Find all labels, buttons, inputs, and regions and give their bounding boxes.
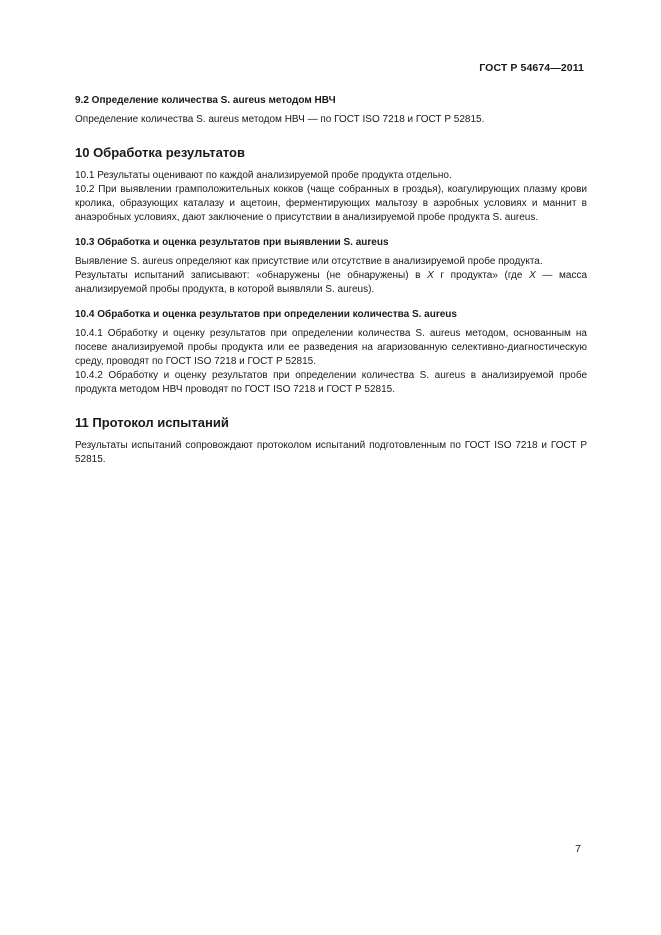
page-content — [75, 95, 587, 467]
heading-9-2: 9.2 Определение количества S. aureus методом НВЧ — [75, 95, 336, 106]
paragraph-10-3-2 — [75, 269, 587, 297]
text-part: — масса анализируемой пробы продукта, в которой выявляли S. aureus). — [75, 270, 588, 295]
text-part: Результаты испытаний записывают: «обнаружены (не обнаружены) в — [75, 270, 428, 281]
paragraph-10-2: 10.2 При выявлении грамположительных кокков (чаще собранных в гроздья), коагулирующих плазму крови кролика, образующих каталазу и ацетоин, ферментирующих мальтозу в аэробных условиях и маннит в анаэробных условиях, дают заключение о присутствии в анализируемой пробе продукта S. aureus. — [75, 184, 587, 223]
paragraph-10-4-2: 10.4.2 Обработку и оценку результатов при определении количества S. aureus в анализируемой пробе продукта методом НВЧ проводят по ГОСТ ISO 7218 и ГОСТ Р 52815. — [75, 370, 587, 395]
variable-x: X — [529, 270, 536, 281]
heading-10: 10 Обработка результатов — [75, 145, 245, 160]
variable-x: X — [427, 270, 434, 281]
paragraph-9-2: Определение количества S. aureus методом НВЧ — по ГОСТ ISO 7218 и ГОСТ Р 52815. — [75, 114, 485, 125]
heading-11: 11 Протокол испытаний — [75, 415, 229, 430]
heading-10-4: 10.4 Обработка и оценка результатов при определении количества S. aureus — [75, 309, 457, 320]
paragraph-10-1: 10.1 Результаты оценивают по каждой анализируемой пробе продукта отдельно. — [75, 170, 452, 181]
heading-10-3: 10.3 Обработка и оценка результатов при выявлении S. aureus — [75, 237, 389, 248]
paragraph-10-3-1: Выявление S. aureus определяют как присутствие или отсутствие в анализируемой пробе продукта. — [75, 256, 543, 267]
text-part: г продукта» (где — [433, 270, 530, 281]
paragraph-10-4-1: 10.4.1 Обработку и оценку результатов при определении количества S. aureus методом, основанным на посеве анализируемой пробы продукта или ее разведения на агаризованную селективно-диагностическую среду, проводят по ГОСТ ISO 7218 и ГОСТ Р 52815. — [75, 328, 587, 367]
page-number: 7 — [575, 843, 581, 855]
paragraph-11: Результаты испытаний сопровождают протоколом испытаний подготовленным по ГОСТ ISO 7218 и ГОСТ Р 52815. — [75, 440, 587, 465]
document-id: ГОСТ Р 54674—2011 — [479, 62, 584, 74]
